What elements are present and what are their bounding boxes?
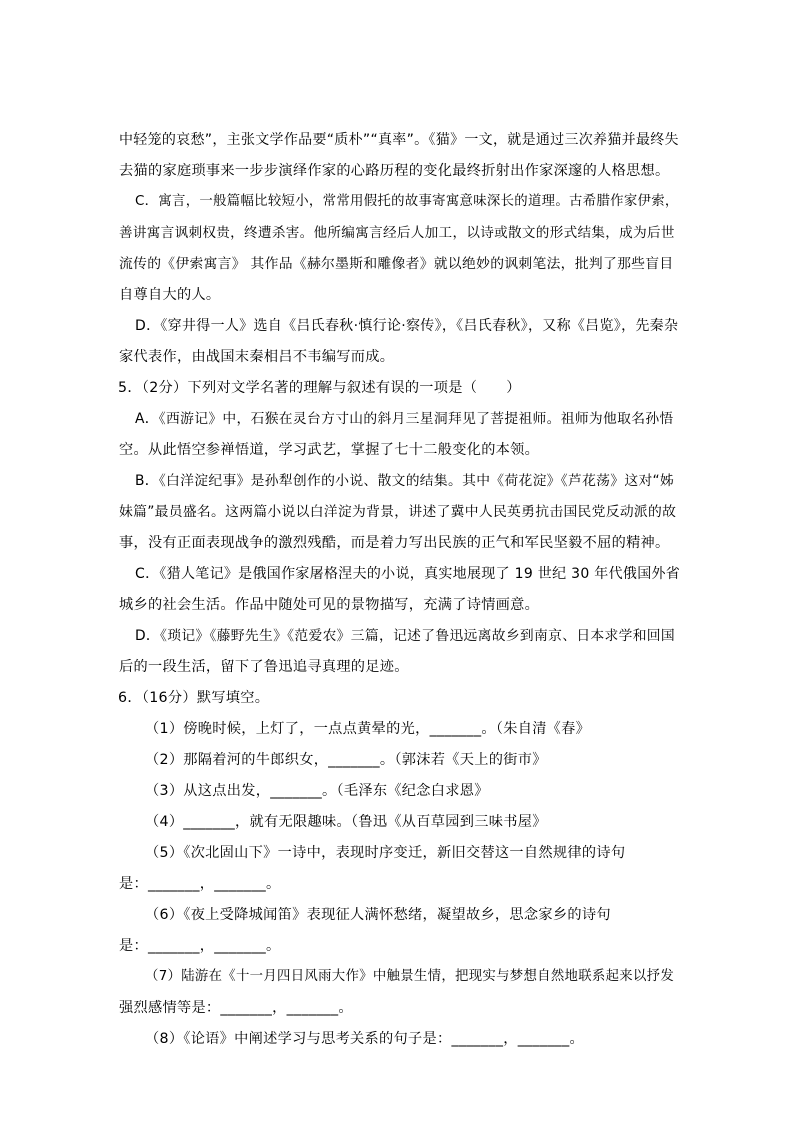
- passage-line: 家代表作，由战国末秦相吕不韦编写而成。: [119, 349, 395, 365]
- passage-line: 自尊自大的人。: [119, 287, 221, 303]
- question-6-item-5: （5）《次北固山下》一诗中，表现时序变迁，新旧交替这一自然规律的诗句: [145, 845, 626, 861]
- question-6-item-3: （3）从这点出发，_______。（毛泽东《纪念白求恩》: [145, 783, 489, 799]
- question-6-item-2: （2）那隔着河的牛郎织女，_______。（郭沫若《天上的街市》: [145, 752, 547, 768]
- passage-line: 是：_______，_______。: [119, 876, 281, 892]
- question-5-option-a: A．《西游记》中，石猴在灵台方寸山的斜月三星洞拜见了菩提祖师。祖师为他取名孙悟: [135, 411, 674, 427]
- question-6-item-8: （8）《论语》中阐述学习与思考关系的句子是：_______，_______。: [145, 1031, 584, 1047]
- passage-line: 流传的《伊索寓言》 其作品《赫尔墨斯和雕像者》就以绝妙的讽刺笔法，批判了那些盲目: [119, 256, 674, 272]
- question-6-item-6: （6）《夜上受降城闻笛》表现征人满怀愁绪，凝望故乡，思念家乡的诗句: [145, 907, 611, 923]
- passage-line: 是：_______，_______。: [119, 938, 281, 954]
- passage-line: 妹篇”最员盛名。这两篇小说以白洋淀为背景，讲述了冀中人民英勇抗击国民党反动派的故: [119, 504, 677, 520]
- passage-line: 事，没有正面表现战争的激烈残酷，而是着力写出民族的正气和军民坚毅不屈的精神。: [119, 535, 670, 551]
- passage-line: 后的一段生活，留下了鲁迅追寻真理的足迹。: [119, 659, 409, 675]
- question-6-item-4: （4）_______，就有无限趣味。（鲁迅《从百草园到三味书屋》: [145, 814, 547, 830]
- passage-line: 城乡的社会生活。作品中随处可见的景物描写，充满了诗情画意。: [119, 597, 540, 613]
- option-d-line: D．《穿井得一人》选自《吕氏春秋·慎行论·察传》，《吕氏春秋》，又称《吕览》，先秦杂: [135, 318, 679, 334]
- question-6-item-7: （7）陆游在《十一月四日风雨大作》中触景生情，把现实与梦想自然地联系起来以抒发: [145, 969, 675, 984]
- question-5-option-d: D．《琐记》《藤野先生》《范爱农》三篇，记述了鲁迅远离故乡到南京、日本求学和回国: [135, 628, 675, 644]
- question-6-item-1: （1）傍晚时候，上灯了，一点点黄晕的光，_______。（朱自清《春》: [145, 721, 591, 737]
- passage-line: 中轻笼的哀愁”，主张文学作品要“质朴”“真率”。《猫》一文，就是通过三次养猫并最终失: [119, 132, 679, 148]
- passage-line: 强烈感情等是：_______，_______。: [119, 1000, 353, 1016]
- question-6-stem: 6．（16分）默写填空。: [118, 690, 270, 706]
- question-5-option-b: B．《白洋淀纪事》是孙犁创作的小说、散文的结集。其中《荷花淀》《芦花荡》这对“姊: [135, 473, 675, 489]
- question-5-stem: 5．（2分）下列对文学名著的理解与叙述有误的一项是（ ）: [118, 380, 521, 396]
- passage-line: 去猫的家庭琐事来一步步演绎作家的心路历程的变化最终折射出作家深邃的人格思想。: [119, 163, 670, 179]
- passage-line: 空。从此悟空参禅悟道，学习武艺，掌握了七十二般变化的本领。: [119, 442, 540, 458]
- passage-line: 善讲寓言讽刺权贵，终遭杀害。他所编寓言经后人加工，以诗或散文的形式结集，成为后世: [119, 225, 675, 241]
- question-5-option-c: C．《猎人笔记》是俄国作家屠格涅夫的小说，真实地展现了 19 世纪 30 年代俄国外省: [135, 566, 681, 582]
- option-c-line: C．寓言，一般篇幅比较短小，常常用假托的故事寄寓意味深长的道理。古希腊作家伊索，: [135, 194, 679, 209]
